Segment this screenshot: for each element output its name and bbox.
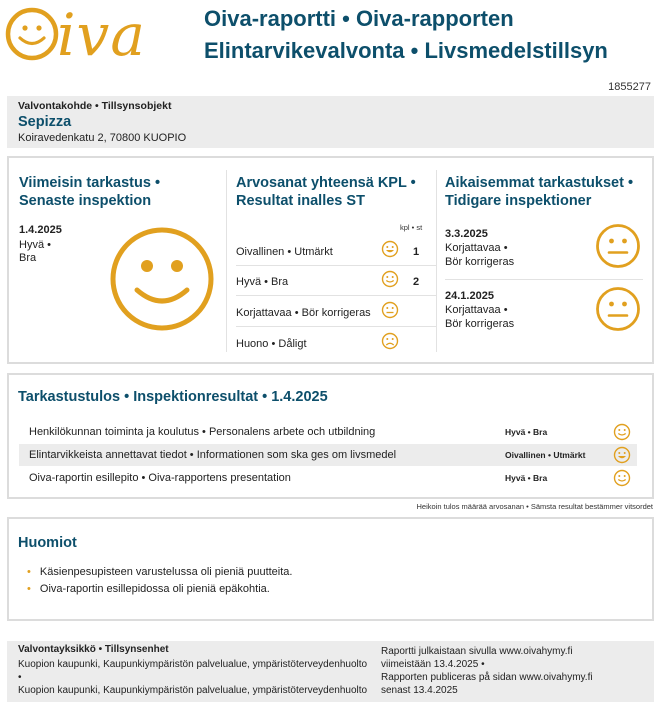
report-title: Oiva-raportti • Oiva-rapporten bbox=[204, 6, 514, 31]
publish-sv-line2: senast 13.4.2025 bbox=[381, 685, 458, 696]
divider bbox=[226, 170, 227, 352]
result-grade: Hyvä • Bra bbox=[505, 473, 548, 483]
note-item bbox=[27, 566, 292, 578]
result-label: Elintarvikkeista annettavat tiedot • Informationen som ska ges om livsmedel bbox=[29, 449, 397, 461]
very-happy-face-icon bbox=[613, 446, 631, 464]
neutral-face-icon bbox=[381, 301, 399, 319]
target-name: Sepizza bbox=[18, 114, 72, 130]
publish-fi-line1: Raportti julkaistaan sivulla www.oivahymy.fi bbox=[381, 646, 573, 657]
divider bbox=[436, 170, 437, 352]
happy-face-icon bbox=[109, 226, 215, 332]
result-grade: Hyvä • Bra bbox=[505, 427, 548, 437]
result-label: Oiva-raportin esillepito • Oiva-rapportens presentation bbox=[29, 472, 291, 484]
happy-face-icon bbox=[381, 270, 399, 288]
unit-sv: Kuopion kaupunki, Kaupunkiympäristön palvelualue, ympäristöterveydenhuolto bbox=[18, 685, 368, 696]
grade-row-label: Korjattavaa • Bör korrigeras bbox=[236, 307, 371, 319]
grade-row-count: 2 bbox=[413, 276, 420, 288]
latest-grade-fi: Hyvä • bbox=[19, 239, 51, 251]
results-panel bbox=[7, 373, 654, 499]
very-happy-face-icon bbox=[381, 240, 399, 258]
row-divider bbox=[236, 295, 436, 296]
previous-grade-fi: Korjattavaa • bbox=[445, 242, 508, 254]
neutral-face-icon bbox=[595, 223, 641, 269]
happy-face-icon bbox=[613, 423, 631, 441]
logo-wordmark: iva bbox=[57, 1, 146, 69]
summary-panel bbox=[7, 156, 654, 364]
results-title: Tarkastustulos • Inspektionresultat • 1.4.2025 bbox=[18, 389, 328, 405]
latest-title-line2: Senaste inspektion bbox=[19, 193, 152, 209]
unit-fi: Kuopion kaupunki, Kaupunkiympäristön palvelualue, ympäristöterveydenhuolto bbox=[18, 659, 368, 670]
footer bbox=[7, 641, 654, 702]
sad-face-icon bbox=[381, 332, 399, 350]
report-id: 1855277 bbox=[608, 81, 651, 93]
result-row bbox=[19, 421, 637, 443]
grade-row-label: Hyvä • Bra bbox=[236, 276, 289, 288]
target-box bbox=[7, 96, 654, 148]
note-item bbox=[27, 583, 270, 595]
grades-title-line1: Arvosanat yhteensä KPL • bbox=[236, 175, 416, 191]
row-divider bbox=[236, 326, 436, 327]
notes-title: Huomiot bbox=[18, 535, 77, 551]
previous-date: 24.1.2025 bbox=[445, 290, 494, 302]
notes-panel bbox=[7, 517, 654, 621]
latest-date: 1.4.2025 bbox=[19, 224, 62, 236]
previous-date: 3.3.2025 bbox=[445, 228, 488, 240]
previous-grade-sv: Bör korrigeras bbox=[445, 256, 515, 268]
previous-grade-fi: Korjattavaa • bbox=[445, 304, 508, 316]
grade-row-count: 1 bbox=[413, 246, 420, 258]
publish-fi-line2: viimeistään 13.4.2025 • bbox=[381, 659, 485, 670]
bullet-icon: • bbox=[27, 583, 31, 595]
happy-face-icon bbox=[613, 469, 631, 487]
logo-o-ring bbox=[8, 10, 56, 58]
latest-grade-sv: Bra bbox=[19, 252, 37, 264]
row-divider bbox=[445, 279, 643, 280]
report-subtitle: Elintarvikevalvonta • Livsmedelstillsyn bbox=[204, 38, 608, 63]
latest-title-line1: Viimeisin tarkastus • bbox=[19, 175, 161, 191]
note-text: Oiva-raportin esillepidossa oli pieniä epäkohtia. bbox=[39, 583, 270, 595]
result-row bbox=[19, 444, 637, 466]
unit-separator: • bbox=[18, 672, 22, 683]
result-grade: Oivallinen • Utmärkt bbox=[505, 450, 586, 460]
bullet-icon: • bbox=[27, 566, 31, 578]
grade-row-label: Oivallinen • Utmärkt bbox=[236, 246, 333, 258]
row-divider bbox=[236, 265, 436, 266]
previous-title-line1: Aikaisemmat tarkastukset • bbox=[445, 175, 634, 191]
note-text: Käsienpesupisteen varustelussa oli pieniä puutteita. bbox=[39, 566, 293, 578]
grades-count-header: kpl • st bbox=[400, 223, 423, 232]
neutral-face-icon bbox=[595, 286, 641, 332]
result-label: Henkilökunnan toiminta ja koulutus • Personalens arbete och utbildning bbox=[29, 426, 376, 438]
target-label: Valvontakohde • Tillsynsobjekt bbox=[18, 100, 172, 112]
unit-label: Valvontayksikkö • Tillsynsenhet bbox=[18, 644, 169, 655]
previous-grade-sv: Bör korrigeras bbox=[445, 318, 515, 330]
publish-sv-line1: Rapporten publiceras på sidan www.oivahymy.fi bbox=[381, 672, 593, 683]
previous-title-line2: Tidigare inspektioner bbox=[445, 193, 592, 209]
results-footnote: Heikoin tulos määrää arvosanan • Sämsta resultat bestämmer vitsordet bbox=[416, 502, 653, 511]
target-address: Koiravedenkatu 2, 70800 KUOPIO bbox=[18, 132, 187, 144]
result-row bbox=[19, 467, 637, 489]
grade-row-label: Huono • Dåligt bbox=[236, 338, 307, 350]
grades-title-line2: Resultat inalles ST bbox=[236, 193, 365, 209]
